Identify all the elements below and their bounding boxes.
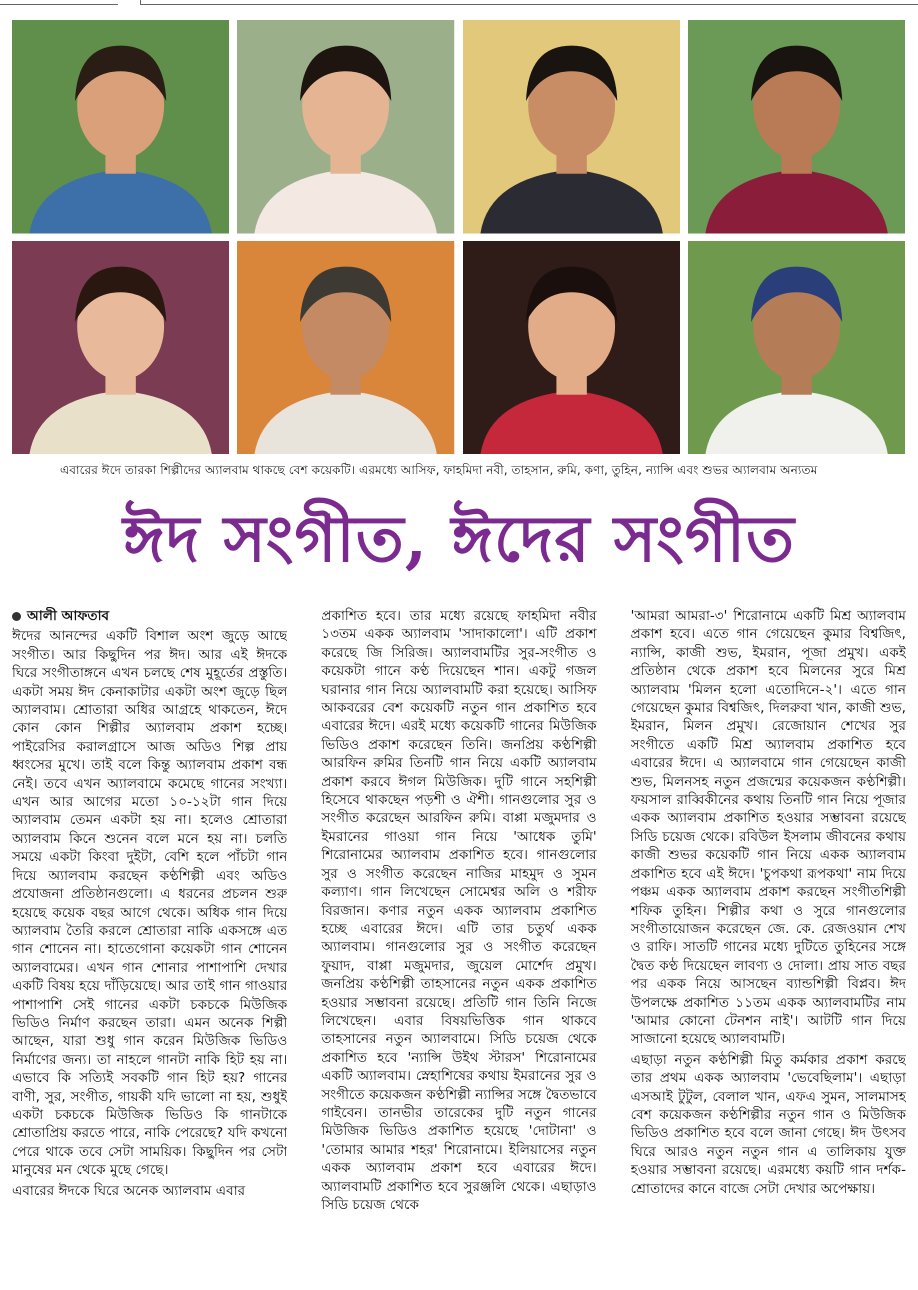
headline: ঈদ সংগীত, ঈদের সংগীত	[122, 502, 796, 577]
article-column-2	[321, 607, 596, 1283]
photo-caption: এবারের ঈদে তারকা শিল্পীদের অ্যালবাম থাকছে বেশ কয়েকটি। এরমধ্যে আসিফ, ফাহমিদা নবী, তাহসান, রুমি, কণা, তুহিন, ন্যান্সি এবং শুভর অ্যালবাম অন্যতম	[60, 463, 818, 477]
top-rule	[0, 0, 918, 10]
artist-photo-nancy	[463, 241, 680, 455]
artist-photo-fahmida-nabi	[237, 20, 454, 234]
article-column-1	[12, 607, 287, 1283]
artist-photo-grid	[12, 20, 905, 454]
artist-photo-shuvo	[688, 241, 905, 455]
article-body	[12, 607, 906, 1283]
artist-photo-asif	[12, 20, 229, 234]
artist-photo-tuhin	[237, 241, 454, 455]
artist-photo-rumi	[688, 20, 905, 234]
article-paragraph: এবারের ঈদকে ঘিরে অনেক অ্যালবাম এবার	[12, 1182, 246, 1199]
article-paragraph: 'আমরা আমরা-৩' শিরোনামে একটি মিশ্র অ্যালবাম প্রকাশ হবে। এতে গান গেয়েছেন কুমার বিশ্বজিৎ, ন্যান্সি, কাজী শুভ, ইমরান, পূজা প্রমুখ। একই প্রতিষ্ঠান থেকে প্রকাশ হবে মিলনের সুরে মিশ্র অ্যালবাম 'মিলন হলো এতোদিনে-২'। এতে গান গেয়েছেন কুমার বিশ্বজিৎ, দিলরুবা খান, কাজী শুভ, ইমরান, মিলন প্রমুখ। রেজোয়ান শেখের সুর সংগীতে একটি মিশ্র অ্যালবাম প্রকাশিত হবে এবারের ঈদে। এ অ্যালবামে গান গেয়েছেন কাজী শুভ, মিলনসহ নতুন প্রজন্মের কয়েকজন কণ্ঠশিল্পী। ফয়সাল রাব্বিকীনের কথায় তিনটি গান নিয়ে পূজার একক অ্যালবাম প্রকাশিত হওয়ার সম্ভাবনা রয়েছে সিডি চয়েজ থেকে। রবিউল ইসলাম জীবনের কথায় কাজী শুভর কয়েকটি গান নিয়ে একক অ্যালবাম প্রকাশিত হবে এই ঈদে। 'চুপকথা রূপকথা' নাম দিয়ে পঞ্চম একক অ্যালবাম প্রকাশ করছেন সংগীতশিল্পী শফিক তুহিন। শিল্পীর কথা ও সুরে গানগুলোর সংগীতায়োজন করেছেন জে. কে. রেজওয়ান শেখ ও রাফি। সাতটি গানের মধ্যে দুটিতে তুহিনের সঙ্গে দ্বৈত কণ্ঠ দিয়েছেন লাবণ্য ও দোলা। প্রায় সাত বছর পর একক নিয়ে আসছেন ব্যান্ডশিল্পী বিপ্লব। ঈদ উপলক্ষে প্রকাশিত ১১তম একক অ্যালবামটির নাম 'আমার কোনো টেনশন নাই'। আটটি গান দিয়ে সাজানো হয়েছে অ্যালবামটি।	[630, 608, 906, 1048]
article-paragraph: ঈদের আনন্দের একটি বিশাল অংশ জুড়ে আছে সংগীত। আর কিছুদিন পর ঈদ। আর এই ঈদকে ঘিরে সংগীতাঙ্গনে এখন চলছে শেষ মুহূর্তের প্রস্তুতি। একটা সময় ঈদ কেনাকাটার একটা অংশ জুড়ে ছিল অ্যালবাম। শ্রোতারা অধির আগ্রহে থাকতেন, ঈদে কোন কোন শিল্পীর অ্যালবাম প্রকাশ হচ্ছে। পাইরেসির করালগ্রাসে আজ অডিও শিল্প প্রায় ধ্বংসের মুখে। তাই বলে কিন্তু অ্যালবাম প্রকাশ বন্ধ নেই। তবে এখন অ্যালবামে কমেছে গানের সংখ্যা। এখন আর আগের মতো ১০-১২টা গান দিয়ে অ্যালবাম তেমন একটা হয় না। হলেও শ্রোতারা অ্যালবাম কিনে শুনেন বলে মনে হয় না। চলতি সময়ে একটা কিংবা দুইটা, বেশি হলে পাঁচটা গান দিয়ে অ্যালবাম করছেন কণ্ঠশিল্পী এবং অডিও প্রযোজনা প্রতিষ্ঠানগুলো। এ ধরনের প্রচলন শুরু হয়েছে কয়েক বছর আগে থেকে। অধিক গান দিয়ে অ্যালবাম তৈরি করলে শ্রোতারা নাকি একসঙ্গে এত গান শোনেন না। হাতেগোনা কয়েকটা গান শোনেন অ্যালবামের। এখন গান শোনার পাশাপাশি দেখার একটি বিষয় হয়ে দাঁড়িয়েছে। আর তাই গান গাওয়ার পাশাপাশি সেই গানের একটা চকচকে মিউজিক ভিডিও নির্মাণ করছেন তারা। এমন অনেক শিল্পী আছেন, যারা শুধু গান করেন মিউজিক ভিডিও নির্মাণের জন্য। তা নাহলে গানটা নাকি হিট হয় না। এভাবে কি সত্যিই সবকটি গান হিট হয়? গানের বাণী, সুর, সংগীত, গায়কী যদি ভালো না হয়, শুধুই একটা চকচকে মিউজিক ভিডিও কি গানটাকে শ্রোতাপ্রিয় করতে পারে, নাকি পেরেছে? যদি কখনো পেরে থাকে তবে সেটা সাময়িক। কিছুদিন পর সেটা মানুষের মন থেকে মুছে গেছে।	[12, 628, 288, 1179]
article-column-3	[631, 607, 906, 1283]
artist-photo-tahsan	[463, 20, 680, 234]
byline	[12, 607, 287, 625]
bullet-icon	[12, 612, 21, 621]
artist-photo-kona	[12, 241, 229, 455]
byline-author: আলী আফতাব	[27, 608, 110, 624]
article-paragraph: প্রকাশিত হবে। তার মধ্যে রয়েছে ফাহমিদা নবীর ১৩তম একক অ্যালবাম 'সাদাকালো'। এটি প্রকাশ করেছে জি সিরিজ। অ্যালবামটির সুর-সংগীত ও কয়েকটা গানে কণ্ঠ দিয়েছেন শান। একটু গজল ঘরানার গান নিয়ে অ্যালবামটি করা হয়েছে। আসিফ আকবরের বেশ কয়েকটি নতুন গান প্রকাশিত হবে এবারের ঈদে। এরই মধ্যে কয়েকটি গানের মিউজিক ভিডিও প্রকাশ করেছেন তিনি। জনপ্রিয় কণ্ঠশিল্পী আরফিন রুমির তিনটি গান নিয়ে একটি অ্যালবাম প্রকাশ করবে ঈগল মিউজিক। দুটি গানে সহশিল্পী হিসেবে থাকছেন পড়শী ও ঐশী। গানগুলোর সুর ও সংগীত করেছেন আরফিন রুমি। বাপ্পা মজুমদার ও ইমরানের গাওয়া গান নিয়ে 'আধেক তুমি' শিরোনামের অ্যালবাম প্রকাশিত হবে। গানগুলোর সুর ও সংগীত করেছেন নাজির মাহমুদ ও সুমন কল্যাণ। গান লিখেছেন সোমেশ্বর অলি ও শরীফ বিরজান। কণার নতুন একক অ্যালবাম প্রকাশিত হচ্ছে এবারের ঈদে। এটি তার চতুর্থ একক অ্যালবাম। গানগুলোর সুর ও সংগীত করেছেন ফুয়াদ, বাপ্পা মজুমদার, জুয়েল মোর্শেদ প্রমুখ। জনপ্রিয় কণ্ঠশিল্পী তাহসানের নতুন একক প্রকাশিত হওয়ার সম্ভাবনা রয়েছে। প্রতিটি গান তিনি নিজে লিখেছেন। এবার বিষয়ভিত্তিক গান থাকবে তাহসানের নতুন অ্যালবামে। সিডি চয়েজ থেকে প্রকাশিত হবে 'ন্যান্সি উইথ স্টারস' শিরোনামের একটি অ্যালবাম। স্নেহাশিষের কথায় ইমরানের সুর ও সংগীতে কয়েকজন কণ্ঠশিল্পী ন্যান্সির সঙ্গে দ্বৈতভাবে গাইবেন। তানভীর তারেকের দুটি নতুন গানের মিউজিক ভিডিও প্রকাশিত হয়েছে 'দোটানা' ও 'তোমার আমার শহর' শিরোনামে। ইলিয়াসের নতুন একক অ্যালবাম প্রকাশ হবে এবারের ঈদে। অ্যালবামটি প্রকাশিত হবে সুরঞ্জলি থেকে। এছাড়াও সিডি চয়েজ থেকে	[321, 608, 597, 1213]
article-paragraph: এছাড়া নতুন কণ্ঠশিল্পী মিতু কর্মকার প্রকাশ করছে তার প্রথম একক অ্যালবাম 'ভেবেছিলাম'। এছাড়া এসআই টুটুল, বেলাল খান, এফএ সুমন, সালমাসহ বেশ কয়েকজন কণ্ঠশিল্পীর নতুন গান ও মিউজিক ভিডিও প্রকাশিত হবে বলে জানা গেছে। ঈদ উৎসব ঘিরে আরও নতুন নতুন গান এ তালিকায় যুক্ত হওয়ার সম্ভাবনা রয়েছে। এরমধ্যে কয়টি গান দর্শক-শ্রোতাদের কানে বাজে সেটা দেখার অপেক্ষায়।	[630, 1051, 906, 1197]
